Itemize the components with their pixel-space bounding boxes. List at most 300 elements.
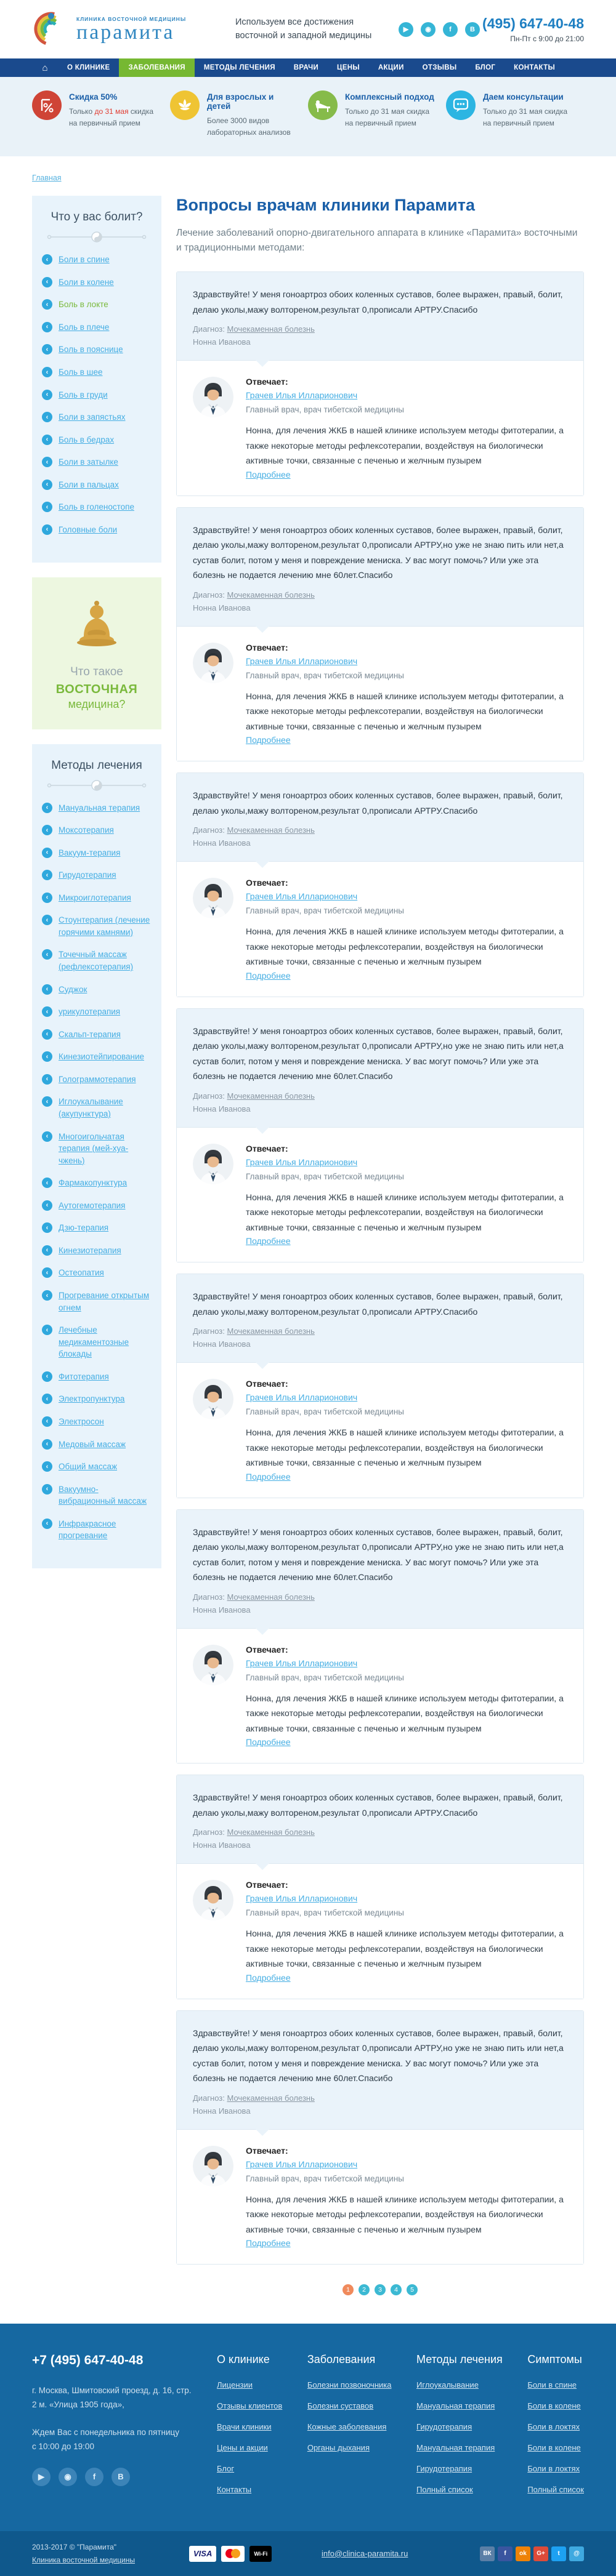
diagnosis-link[interactable]: Мочекаменная болезнь — [227, 2093, 315, 2103]
footer-link-item — [527, 2463, 584, 2474]
payment-icons — [189, 2546, 322, 2562]
moimir-share-icon[interactable]: @ — [569, 2546, 584, 2561]
doctor-name-link[interactable]: Грачев Илья Илларионович — [246, 2159, 358, 2169]
chevron-bullet-icon: ‹ — [42, 825, 52, 835]
answer-text: Нонна, для лечения ЖКБ в нашей клинике используем методы фитотерапии, а также некоторые методы рефлексотерапии, воздействуя на биологически активные точки, связанные с печенью и желчным пузырем — [246, 691, 564, 731]
vk-share-icon[interactable]: ВК — [480, 2546, 495, 2561]
pain-list-item — [42, 411, 152, 423]
diagnosis-row — [193, 1592, 567, 1602]
doctor-avatar[interactable] — [193, 1880, 233, 1920]
answers-label: Отвечает: — [246, 2145, 288, 2156]
promo-line2: ВОСТОЧНАЯ — [55, 682, 138, 696]
method-list-item — [42, 1073, 152, 1086]
copyright-clinic-link[interactable]: Клиника восточной медицины — [32, 2555, 136, 2564]
method-list-item — [42, 847, 152, 859]
footer-link[interactable]: Боли в спине — [527, 2380, 577, 2390]
footer-link-item — [217, 2463, 282, 2474]
lotus-icon — [170, 90, 200, 120]
method-link[interactable]: Лечебные медикаментозные блокады — [59, 1325, 129, 1359]
method-link[interactable]: Микроиглотерапия — [59, 893, 131, 902]
nav-item[interactable]: МЕТОДЫ ЛЕЧЕНИЯ — [203, 64, 275, 71]
social-icon[interactable]: ▶ — [399, 22, 413, 37]
footer-link-item — [416, 2380, 503, 2391]
pain-link[interactable]: Боли в колене — [59, 277, 114, 287]
diagnosis-label: Диагноз: — [193, 324, 225, 334]
question-bubble — [177, 272, 583, 361]
method-link[interactable]: Кинезиотерапия — [59, 1245, 121, 1255]
footer-link-item — [217, 2484, 282, 2495]
chevron-bullet-icon: ‹ — [42, 1484, 52, 1495]
pain-link[interactable]: Боль в пояснице — [59, 345, 123, 355]
method-link[interactable]: Общий массаж — [59, 1462, 118, 1472]
method-link[interactable]: Медовый массаж — [59, 1439, 126, 1449]
footer-link[interactable]: Контакты — [217, 2485, 252, 2495]
method-link[interactable]: урикулотерапия — [59, 1007, 121, 1017]
method-link[interactable]: Электропунктура — [59, 1394, 125, 1404]
footer — [0, 2324, 616, 2531]
method-link[interactable]: Суджок — [59, 984, 87, 994]
chevron-bullet-icon: ‹ — [42, 1519, 52, 1529]
twitter-share-icon[interactable]: t — [551, 2546, 566, 2561]
method-list-item — [42, 1518, 152, 1542]
answer-text: Нонна, для лечения ЖКБ в нашей клинике используем методы фитотерапии, а также некоторые методы рефлексотерапии, воздействуя на биологически активные точки, связанные с печенью и желчным пузырем — [246, 1427, 564, 1468]
chevron-bullet-icon: ‹ — [42, 984, 52, 995]
wifi-badge: Wi-Fi — [249, 2546, 272, 2562]
discount-icon — [32, 90, 62, 120]
yinyang-divider — [44, 230, 149, 244]
pain-list-item — [42, 276, 152, 289]
answer-text: Нонна, для лечения ЖКБ в нашей клинике используем методы фитотерапии, а также некоторые методы рефлексотерапии, воздействуя на биологически активные точки, связанные с печенью и желчным пузырем — [246, 1928, 564, 1969]
nav-item[interactable]: ЦЕНЫ — [337, 64, 360, 71]
footer-link-item — [527, 2422, 584, 2433]
question-author: Нонна Иванова — [193, 603, 251, 612]
footer-link[interactable]: Мануальная терапия — [416, 2401, 495, 2411]
pain-list-item — [42, 343, 152, 356]
question-bubble — [177, 1775, 583, 1864]
pain-link[interactable]: Боль в шее — [59, 367, 103, 377]
footer-schedule: Ждем Вас с понедельника по пятницу с 10:00 до 19:00 — [32, 2428, 180, 2452]
method-link[interactable]: Стоунтерапия (лечение горячими камнями) — [59, 915, 150, 937]
doctor-avatar[interactable] — [193, 878, 233, 918]
chevron-bullet-icon: ‹ — [42, 479, 52, 490]
answers-label: Отвечает: — [246, 1143, 288, 1154]
answer-section — [177, 627, 583, 761]
question-text: Здравствуйте! У меня гоноартроз обоих коленных суставов, более выражен, правый, болит, делаю уколы,мажу волтореном,результат 0,прописали АРТРУ,но уже не знаю пить или нет,а сустав болит, потом у меня и повреждение мениска. У вас могут помочь? Или уже эта болезнь не подается лечению мне 60лет.Спасибо — [193, 1527, 564, 1583]
massage-bed-icon — [308, 90, 338, 120]
chevron-bullet-icon: ‹ — [42, 1222, 52, 1233]
doctor-avatar[interactable] — [193, 1379, 233, 1419]
social-icon[interactable]: ▶ — [32, 2468, 51, 2486]
method-list-item — [42, 1096, 152, 1120]
nav-item[interactable]: О КЛИНИКЕ — [67, 64, 110, 71]
feature-consult: Даем консультации Только до 31 мая скидка на первичный прием — [446, 90, 584, 138]
diagnosis-label: Диагноз: — [193, 1592, 225, 1602]
footer-link[interactable]: Отзывы клиентов — [217, 2401, 283, 2411]
diagnosis-link[interactable]: Мочекаменная болезнь — [227, 1592, 315, 1602]
footer-col-diseases: Заболевания Болезни позвоночника Болезни суставов Кожные заболевания Органы дыхания — [307, 2353, 392, 2453]
nav-item[interactable]: АКЦИИ — [378, 64, 404, 71]
chevron-bullet-icon: ‹ — [42, 1290, 52, 1301]
chevron-bullet-icon: ‹ — [42, 277, 52, 287]
feature-discount: Скидка 50% Только до 31 мая скидка на первичный прием — [32, 90, 170, 138]
chevron-bullet-icon: ‹ — [42, 322, 52, 332]
nav-item[interactable]: ВРАЧИ — [293, 64, 319, 71]
method-list-item — [42, 892, 152, 904]
pain-list-item — [42, 434, 152, 446]
footer-link[interactable]: Боли в локтях — [527, 2464, 580, 2474]
pain-link[interactable]: Боли в затылке — [59, 457, 118, 467]
answers-label: Отвечает: — [246, 1379, 288, 1389]
diagnosis-row — [193, 825, 567, 835]
footer-link[interactable]: Гирудотерапия — [416, 2422, 472, 2432]
more-link[interactable]: Подробнее — [246, 469, 291, 479]
nav-item[interactable]: ОТЗЫВЫ — [422, 64, 457, 71]
pain-link[interactable]: Боли в спине — [59, 255, 110, 265]
footer-col-about: О клинике Лицензии Отзывы клиентов Врачи клиники Цены и акции Блог Контакты — [217, 2353, 283, 2495]
diagnosis-row — [193, 324, 567, 334]
chevron-bullet-icon: ‹ — [42, 1325, 52, 1335]
doctor-name-link[interactable]: Грачев Илья Илларионович — [246, 891, 358, 902]
method-link[interactable]: Дзю-терапия — [59, 1223, 109, 1233]
header-hours: Пн-Пт с 9:00 до 21:00 — [510, 34, 584, 43]
pain-list-item — [42, 501, 152, 513]
features-strip — [0, 77, 616, 156]
method-link[interactable]: Кинезиотейпирование — [59, 1052, 144, 1062]
footer-link-item — [307, 2422, 392, 2433]
buddha-image — [68, 646, 125, 656]
diagnosis-link[interactable]: Мочекаменная болезнь — [227, 590, 315, 600]
question-text: Здравствуйте! У меня гоноартроз обоих коленных суставов, более выражен, правый, болит, делаю уколы,мажу волтореном,результат 0,прописали АРТРУ.Спасибо — [193, 790, 563, 816]
footer-link-item — [307, 2401, 392, 2412]
pain-list-item — [42, 524, 152, 536]
footer-link-item — [416, 2484, 503, 2495]
chevron-bullet-icon: ‹ — [42, 915, 52, 925]
method-list-item — [42, 1200, 152, 1212]
page-dot[interactable]: 3 — [375, 2284, 386, 2295]
page-dot[interactable]: 1 — [342, 2284, 354, 2295]
question-author: Нонна Иванова — [193, 1339, 251, 1349]
method-link[interactable]: Иглоукалывание (акупунктура) — [59, 1097, 123, 1118]
method-list-item — [42, 1245, 152, 1257]
footer-link[interactable]: Органы дыхания — [307, 2443, 370, 2453]
answer-section — [177, 1363, 583, 1498]
diagnosis-link[interactable]: Мочекаменная болезнь — [227, 1091, 315, 1101]
chevron-bullet-icon: ‹ — [42, 949, 52, 960]
doctor-avatar[interactable] — [193, 643, 233, 683]
method-link[interactable]: Фармакопунктура — [59, 1178, 128, 1188]
diagnosis-row — [193, 2093, 567, 2103]
qa-block — [176, 1775, 584, 1999]
diagnosis-link[interactable]: Мочекаменная болезнь — [227, 825, 315, 835]
chevron-bullet-icon: ‹ — [42, 457, 52, 467]
nav-item[interactable]: ЗАБОЛЕВАНИЯ — [119, 58, 194, 77]
chevron-bullet-icon: ‹ — [42, 803, 52, 813]
method-list-item — [42, 1324, 152, 1360]
footer-address: г. Москва, Шмитовский проезд, д. 16, стр. 2 м. «Улица 1905 года», — [32, 2386, 192, 2410]
diagnosis-link[interactable]: Мочекаменная болезнь — [227, 1828, 315, 1837]
social-icon[interactable]: f — [85, 2468, 103, 2486]
footer-link-item — [307, 2380, 392, 2391]
footer-link-item — [527, 2442, 584, 2454]
more-link[interactable]: Подробнее — [246, 1471, 291, 1482]
doctor-avatar[interactable] — [193, 2146, 233, 2186]
method-list-item — [42, 1177, 152, 1189]
logo-title: парамита — [76, 20, 175, 44]
doctor-title: Главный врач, врач тибетской медицины — [246, 1171, 405, 1181]
methods-widget — [32, 744, 161, 1568]
chevron-bullet-icon: ‹ — [42, 1371, 52, 1382]
method-link[interactable]: Аутогемотерапия — [59, 1200, 126, 1210]
more-link[interactable]: Подробнее — [246, 2238, 291, 2249]
pain-link[interactable]: Боли в пальцах — [59, 479, 119, 489]
doctor-title: Главный врач, врач тибетской медицины — [246, 670, 405, 680]
answers-label: Отвечает: — [246, 1880, 288, 1890]
question-text: Здравствуйте! У меня гоноартроз обоих коленных суставов, более выражен, правый, болит, делаю уколы,мажу волтореном,результат 0,прописали АРТРУ,но уже не знаю пить или нет,а сустав болит, потом у меня и повреждение мениска. У вас могут помочь? Или уже эта болезнь не подается лечению мне 60лет.Спасибо — [193, 524, 564, 580]
footer-link-item — [217, 2401, 282, 2412]
chevron-bullet-icon: ‹ — [42, 1416, 52, 1427]
method-link[interactable]: Моксотерапия — [59, 825, 114, 835]
chevron-bullet-icon: ‹ — [42, 1029, 52, 1040]
chevron-bullet-icon: ‹ — [42, 367, 52, 377]
more-link[interactable]: Подробнее — [246, 735, 291, 745]
answers-label: Отвечает: — [246, 377, 288, 387]
more-link[interactable]: Подробнее — [246, 1972, 291, 1983]
footer-link[interactable]: Боли в колене — [527, 2443, 581, 2453]
question-author: Нонна Иванова — [193, 2106, 251, 2116]
question-author: Нонна Иванова — [193, 1605, 251, 1615]
social-icon[interactable]: ◉ — [421, 22, 436, 37]
qa-block — [176, 271, 584, 496]
method-list-item — [42, 1483, 152, 1507]
chevron-bullet-icon: ‹ — [42, 1074, 52, 1085]
sidebar — [32, 196, 161, 1583]
more-link[interactable]: Подробнее — [246, 970, 291, 981]
yinyang-divider — [44, 779, 149, 792]
chevron-bullet-icon: ‹ — [42, 848, 52, 858]
email-link[interactable]: info@clinica-paramita.ru — [322, 2548, 408, 2558]
chevron-bullet-icon: ‹ — [42, 1439, 52, 1450]
main-content — [176, 196, 584, 2299]
method-link[interactable]: Точечный массаж (рефлексотерапия) — [59, 950, 134, 971]
answer-text: Нонна, для лечения ЖКБ в нашей клинике используем методы фитотерапии, а также некоторые методы рефлексотерапии, воздействуя на биологически активные точки, связанные с печенью и желчным пузырем — [246, 425, 564, 466]
chevron-bullet-icon: ‹ — [42, 390, 52, 400]
doctor-name-link[interactable]: Грачев Илья Илларионович — [246, 1893, 358, 1904]
method-link[interactable]: Вакуумно-вибрационный массаж — [59, 1484, 147, 1506]
pain-link[interactable]: Боль в бедрах — [59, 435, 115, 444]
footer-social — [32, 2468, 198, 2486]
diagnosis-link[interactable]: Мочекаменная болезнь — [227, 1326, 315, 1336]
footer-link[interactable]: Гирудотерапия — [416, 2464, 472, 2474]
method-link[interactable]: Мануальная терапия — [59, 803, 140, 813]
question-author: Нонна Иванова — [193, 337, 251, 347]
doctor-name-link[interactable]: Грачев Илья Илларионович — [246, 1658, 358, 1668]
footer-col-symptoms: Симптомы Боли в спине Боли в колене Боли в локтях Боли в колене Боли в локтях Полный список — [527, 2353, 584, 2495]
pain-widget-title: Что у вас болит? — [51, 211, 143, 224]
footer-link[interactable]: Врачи клиники — [217, 2422, 272, 2432]
footer-link-item — [217, 2422, 282, 2433]
social-icon[interactable]: f — [443, 22, 458, 37]
doctor-name-link[interactable]: Грачев Илья Илларионович — [246, 390, 358, 401]
footer-link[interactable]: Кожные заболевания — [307, 2422, 387, 2432]
method-link[interactable]: Инфракрасное прогревание — [59, 1519, 116, 1541]
pain-link[interactable]: Боли в запястьях — [59, 412, 126, 422]
mastercard-badge — [221, 2546, 245, 2562]
question-bubble — [177, 1274, 583, 1363]
answers-label: Отвечает: — [246, 878, 288, 888]
question-bubble — [177, 1009, 583, 1128]
method-link[interactable]: Голограммотерапия — [59, 1074, 136, 1084]
doctor-avatar[interactable] — [193, 377, 233, 417]
method-list-item — [42, 949, 152, 973]
methods-widget-title: Методы лечения — [51, 758, 142, 772]
logo-swirl-icon — [32, 9, 70, 50]
method-list-item — [42, 1416, 152, 1428]
question-bubble — [177, 2011, 583, 2130]
page-dot[interactable]: 5 — [407, 2284, 418, 2295]
footer-link[interactable]: Полный список — [527, 2485, 584, 2495]
copyright: 2013-2017 © "Парамита" Клиника восточной медицины — [32, 2543, 136, 2564]
answer-text: Нонна, для лечения ЖКБ в нашей клинике используем методы фитотерапии, а также некоторые методы рефлексотерапии, воздействуя на биологически активные точки, связанные с печенью и желчным пузырем — [246, 1693, 564, 1733]
page-title: Вопросы врачам клиники Парамита — [176, 196, 475, 215]
footer-link[interactable]: Болезни суставов — [307, 2401, 374, 2411]
doctor-avatar[interactable] — [193, 1645, 233, 1685]
answer-section — [177, 1629, 583, 1763]
doctor-title: Главный врач, врач тибетской медицины — [246, 1672, 405, 1682]
promo-line1: Что такое — [70, 665, 123, 678]
facebook-share-icon[interactable]: f — [498, 2546, 513, 2561]
method-link[interactable]: Остеопатия — [59, 1268, 104, 1278]
pain-link[interactable]: Боль в плече — [59, 322, 110, 332]
pain-link[interactable]: Головные боли — [59, 524, 118, 534]
header-social — [399, 22, 480, 37]
doctor-name-link[interactable]: Грачев Илья Илларионович — [246, 656, 358, 666]
answer-section — [177, 862, 583, 997]
doctor-title: Главный врач, врач тибетской медицины — [246, 1407, 405, 1417]
chevron-bullet-icon: ‹ — [42, 524, 52, 535]
header-phone[interactable]: (495) 647-40-48 — [482, 15, 584, 31]
promo-line3: медицина? — [68, 697, 126, 710]
footer-link-item — [416, 2442, 503, 2454]
breadcrumb-home-link[interactable]: Главная — [32, 174, 62, 183]
footer-link-item — [527, 2401, 584, 2412]
pagination — [176, 2276, 584, 2299]
method-link[interactable]: Многоигольчатая терапия (мей-хуа-чжень) — [59, 1131, 129, 1165]
question-text: Здравствуйте! У меня гоноартроз обоих коленных суставов, более выражен, правый, болит, делаю уколы,мажу волтореном,результат 0,прописали АРТРУ.Спасибо — [193, 1291, 563, 1317]
doctor-title: Главный врач, врач тибетской медицины — [246, 906, 405, 916]
answer-section — [177, 361, 583, 496]
answer-text: Нонна, для лечения ЖКБ в нашей клинике используем методы фитотерапии, а также некоторые методы рефлексотерапии, воздействуя на биологически активные точки, связанные с печенью и желчным пузырем — [246, 926, 564, 967]
method-link[interactable]: Фитотерапия — [59, 1371, 109, 1381]
footer-link[interactable]: Иглоукалывание — [416, 2380, 479, 2390]
footer-phone[interactable]: +7 (495) 647-40-48 — [32, 2353, 144, 2368]
doctor-avatar[interactable] — [193, 1144, 233, 1184]
chevron-bullet-icon: ‹ — [42, 893, 52, 903]
pain-list-item — [42, 254, 152, 266]
odnoklassniki-share-icon[interactable]: ok — [516, 2546, 530, 2561]
page-dot[interactable]: 4 — [391, 2284, 402, 2295]
qa-block — [176, 507, 584, 762]
nav-item[interactable]: КОНТАКТЫ — [514, 64, 556, 71]
footer-link[interactable]: Боли в локтях — [527, 2422, 580, 2432]
method-link[interactable]: Гирудотерапия — [59, 870, 116, 880]
footer-link[interactable]: Мануальная терапия — [416, 2443, 495, 2453]
pain-list-item — [42, 456, 152, 468]
pain-list-item — [42, 299, 152, 311]
method-list-item — [42, 1267, 152, 1279]
footer-link[interactable]: Болезни позвоночника — [307, 2380, 392, 2390]
question-bubble — [177, 1510, 583, 1629]
doctor-name-link[interactable]: Грачев Илья Илларионович — [246, 1157, 358, 1167]
footer-link[interactable]: Лицензии — [217, 2380, 253, 2390]
chevron-bullet-icon: ‹ — [42, 435, 52, 445]
footer-link-item — [416, 2401, 503, 2412]
eastern-medicine-banner[interactable] — [32, 577, 161, 729]
pain-list-item — [42, 389, 152, 401]
social-icon[interactable]: ◉ — [59, 2468, 77, 2486]
page-dot[interactable]: 2 — [359, 2284, 370, 2295]
pain-widget — [32, 196, 161, 562]
social-icon[interactable]: В — [465, 22, 480, 37]
diagnosis-row — [193, 590, 567, 600]
more-link[interactable]: Подробнее — [246, 1236, 291, 1246]
footer-link-item — [307, 2442, 392, 2454]
footer-link-item — [217, 2380, 282, 2391]
diagnosis-row — [193, 1091, 567, 1101]
question-text: Здравствуйте! У меня гоноартроз обоих коленных суставов, более выражен, правый, болит, делаю уколы,мажу волтореном,результат 0,прописали АРТРУ.Спасибо — [193, 289, 563, 315]
doctor-title: Главный врач, врач тибетской медицины — [246, 405, 405, 415]
chevron-bullet-icon: ‹ — [42, 344, 52, 355]
chevron-bullet-icon: ‹ — [42, 1461, 52, 1472]
answer-section — [177, 1864, 583, 1999]
footer-link[interactable]: Полный список — [416, 2485, 473, 2495]
method-list-item — [42, 984, 152, 996]
google-plus-share-icon[interactable]: G+ — [533, 2546, 548, 2561]
pain-link[interactable]: Боль в локте — [59, 300, 108, 310]
footer-email — [322, 2548, 476, 2559]
question-text: Здравствуйте! У меня гоноартроз обоих коленных суставов, более выражен, правый, болит, делаю уколы,мажу волтореном,результат 0,прописали АРТРУ,но уже не знаю пить или нет,а сустав болит, потом у меня и повреждение мениска. У вас могут помочь? Или уже эта болезнь не подается лечению мне 60лет.Спасибо — [193, 2028, 564, 2084]
method-link[interactable]: Прогревание открытым огнем — [59, 1291, 150, 1312]
qa-block — [176, 1274, 584, 1498]
method-list-item — [42, 1006, 152, 1018]
doctor-name-link[interactable]: Грачев Илья Илларионович — [246, 1392, 358, 1403]
chevron-bullet-icon: ‹ — [42, 1096, 52, 1107]
diagnosis-link[interactable]: Мочекаменная болезнь — [227, 324, 315, 334]
method-link[interactable]: Электросон — [59, 1416, 104, 1426]
pain-link[interactable]: Боль в груди — [59, 390, 108, 399]
logo-subtitle: КЛИНИКА ВОСТОЧНОЙ МЕДИЦИНЫ — [76, 15, 187, 22]
main-nav — [0, 58, 616, 77]
chevron-bullet-icon: ‹ — [42, 1245, 52, 1256]
feature-lab: Для взрослых и детей Более 3000 видов лабораторных анализов — [170, 90, 308, 138]
chevron-bullet-icon: ‹ — [42, 1394, 52, 1404]
home-icon[interactable]: ⌂ — [42, 62, 48, 73]
footer-link[interactable]: Цены и акции — [217, 2443, 268, 2453]
footer-link-item — [527, 2380, 584, 2391]
method-list-item — [42, 1029, 152, 1041]
footer-link-item — [416, 2422, 503, 2433]
method-link[interactable]: Вакуум-терапия — [59, 848, 121, 857]
qa-block — [176, 1008, 584, 1263]
footer-link[interactable]: Боли в колене — [527, 2401, 581, 2411]
method-link[interactable]: Скальп-терапия — [59, 1029, 121, 1039]
footer-link[interactable]: Блог — [217, 2464, 235, 2474]
social-icon[interactable]: В — [111, 2468, 130, 2486]
more-link[interactable]: Подробнее — [246, 1737, 291, 1747]
pain-link[interactable]: Боль в голеностопе — [59, 502, 134, 512]
nav-item[interactable]: БЛОГ — [475, 64, 496, 71]
logo[interactable] — [32, 9, 235, 50]
doctor-title: Главный врач, врач тибетской медицины — [246, 2173, 405, 2183]
